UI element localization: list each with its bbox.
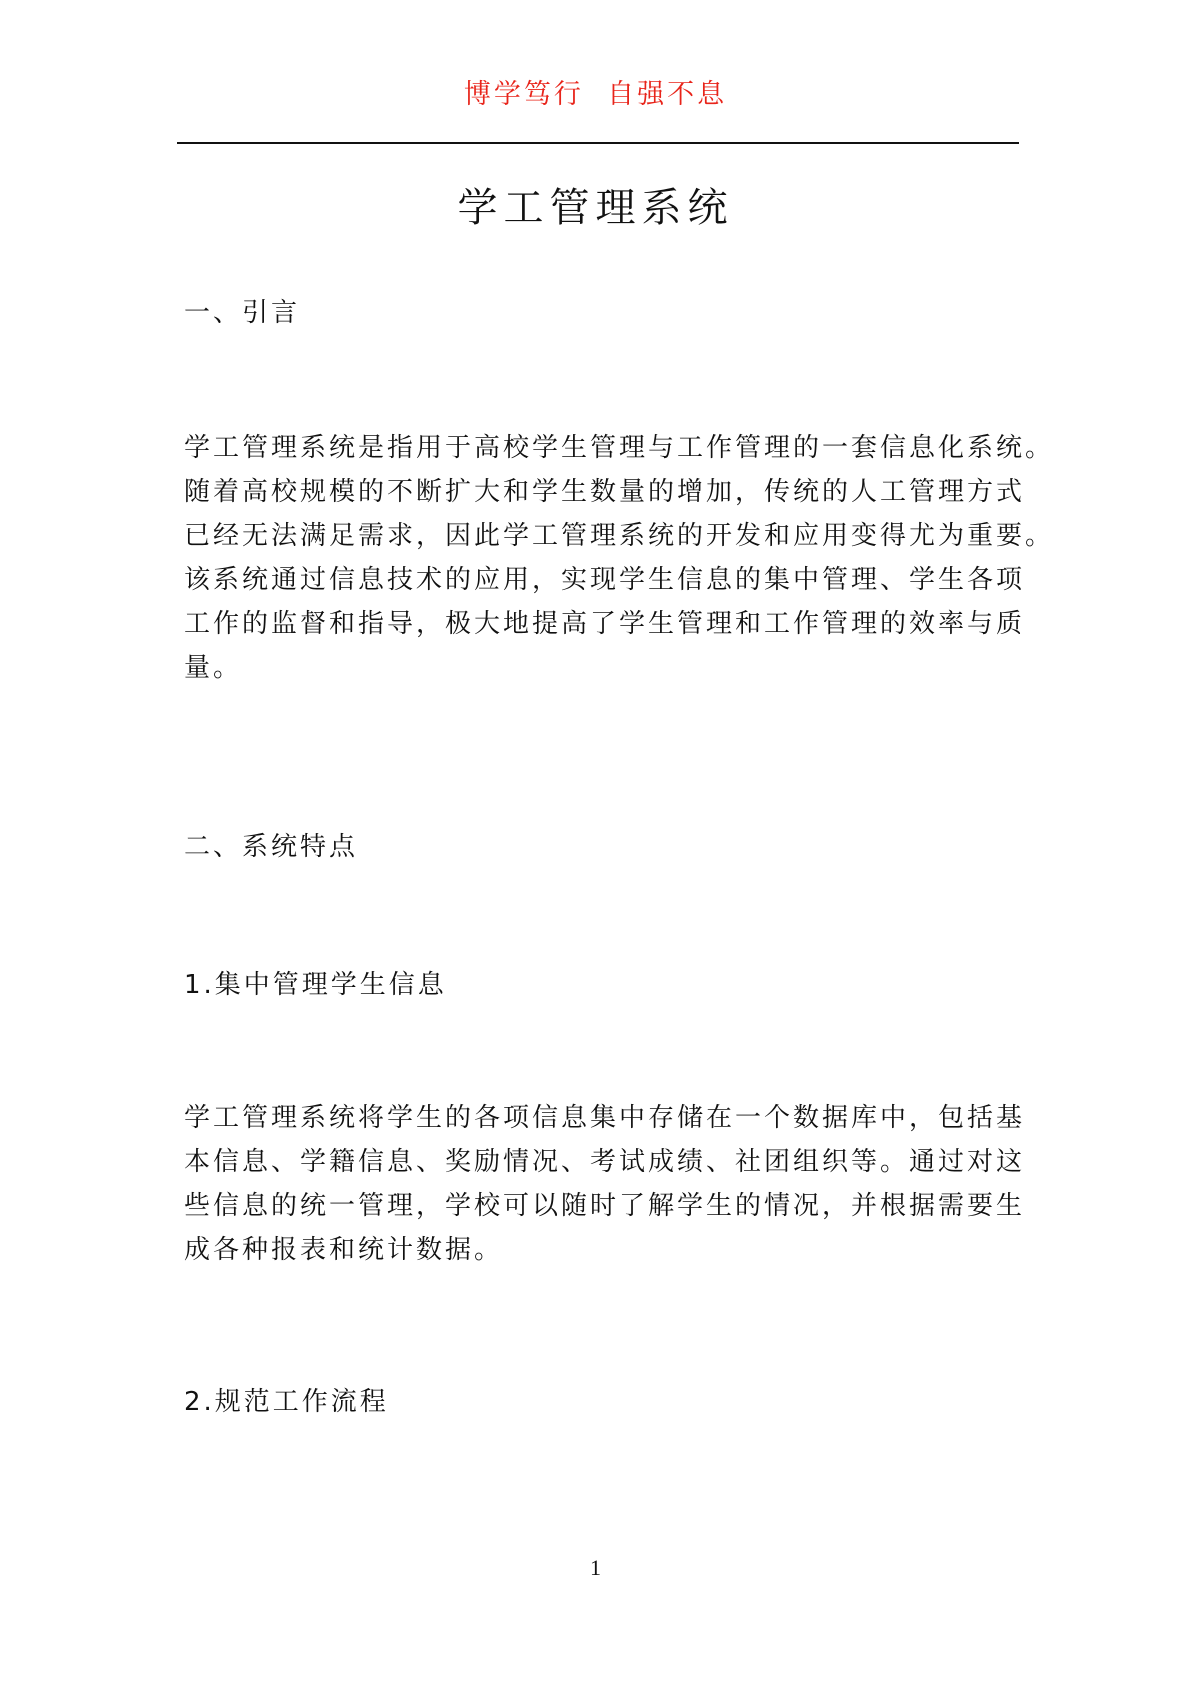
header-divider — [177, 142, 1019, 144]
section-heading-intro: 一、引言 — [184, 298, 301, 328]
paragraph-line: 该系统通过信息技术的应用，实现学生信息的集中管理、学生各项 — [184, 565, 1026, 595]
header-motto: 博学笃行 自强不息 — [463, 79, 728, 110]
paragraph-line: 学工管理系统是指用于高校学生管理与工作管理的一套信息化系统。 — [184, 433, 1055, 463]
subheading-workflow: 2.规范工作流程 — [184, 1387, 389, 1417]
paragraph-line: 些信息的统一管理，学校可以随时了解学生的情况，并根据需要生 — [184, 1191, 1026, 1221]
page-number: 1 — [590, 1555, 601, 1580]
paragraph-line: 已经无法满足需求，因此学工管理系统的开发和应用变得尤为重要。 — [184, 521, 1055, 551]
paragraph-line: 本信息、学籍信息、奖励情况、考试成绩、社团组织等。通过对这 — [184, 1147, 1026, 1177]
paragraph-line: 工作的监督和指导，极大地提高了学生管理和工作管理的效率与质 — [184, 609, 1026, 639]
section-heading-features: 二、系统特点 — [184, 832, 359, 862]
intro-paragraph — [184, 426, 1054, 690]
paragraph-line: 学工管理系统将学生的各项信息集中存储在一个数据库中，包括基 — [184, 1103, 1026, 1133]
paragraph-line: 随着高校规模的不断扩大和学生数量的增加，传统的人工管理方式 — [184, 477, 1026, 507]
centralized-info-paragraph — [184, 1096, 1054, 1272]
paragraph-line: 成各种报表和统计数据。 — [184, 1235, 504, 1265]
document-title: 学工管理系统 — [457, 185, 734, 231]
paragraph-line: 量。 — [184, 653, 243, 683]
subheading-centralized-info: 1.集中管理学生信息 — [184, 970, 447, 1000]
